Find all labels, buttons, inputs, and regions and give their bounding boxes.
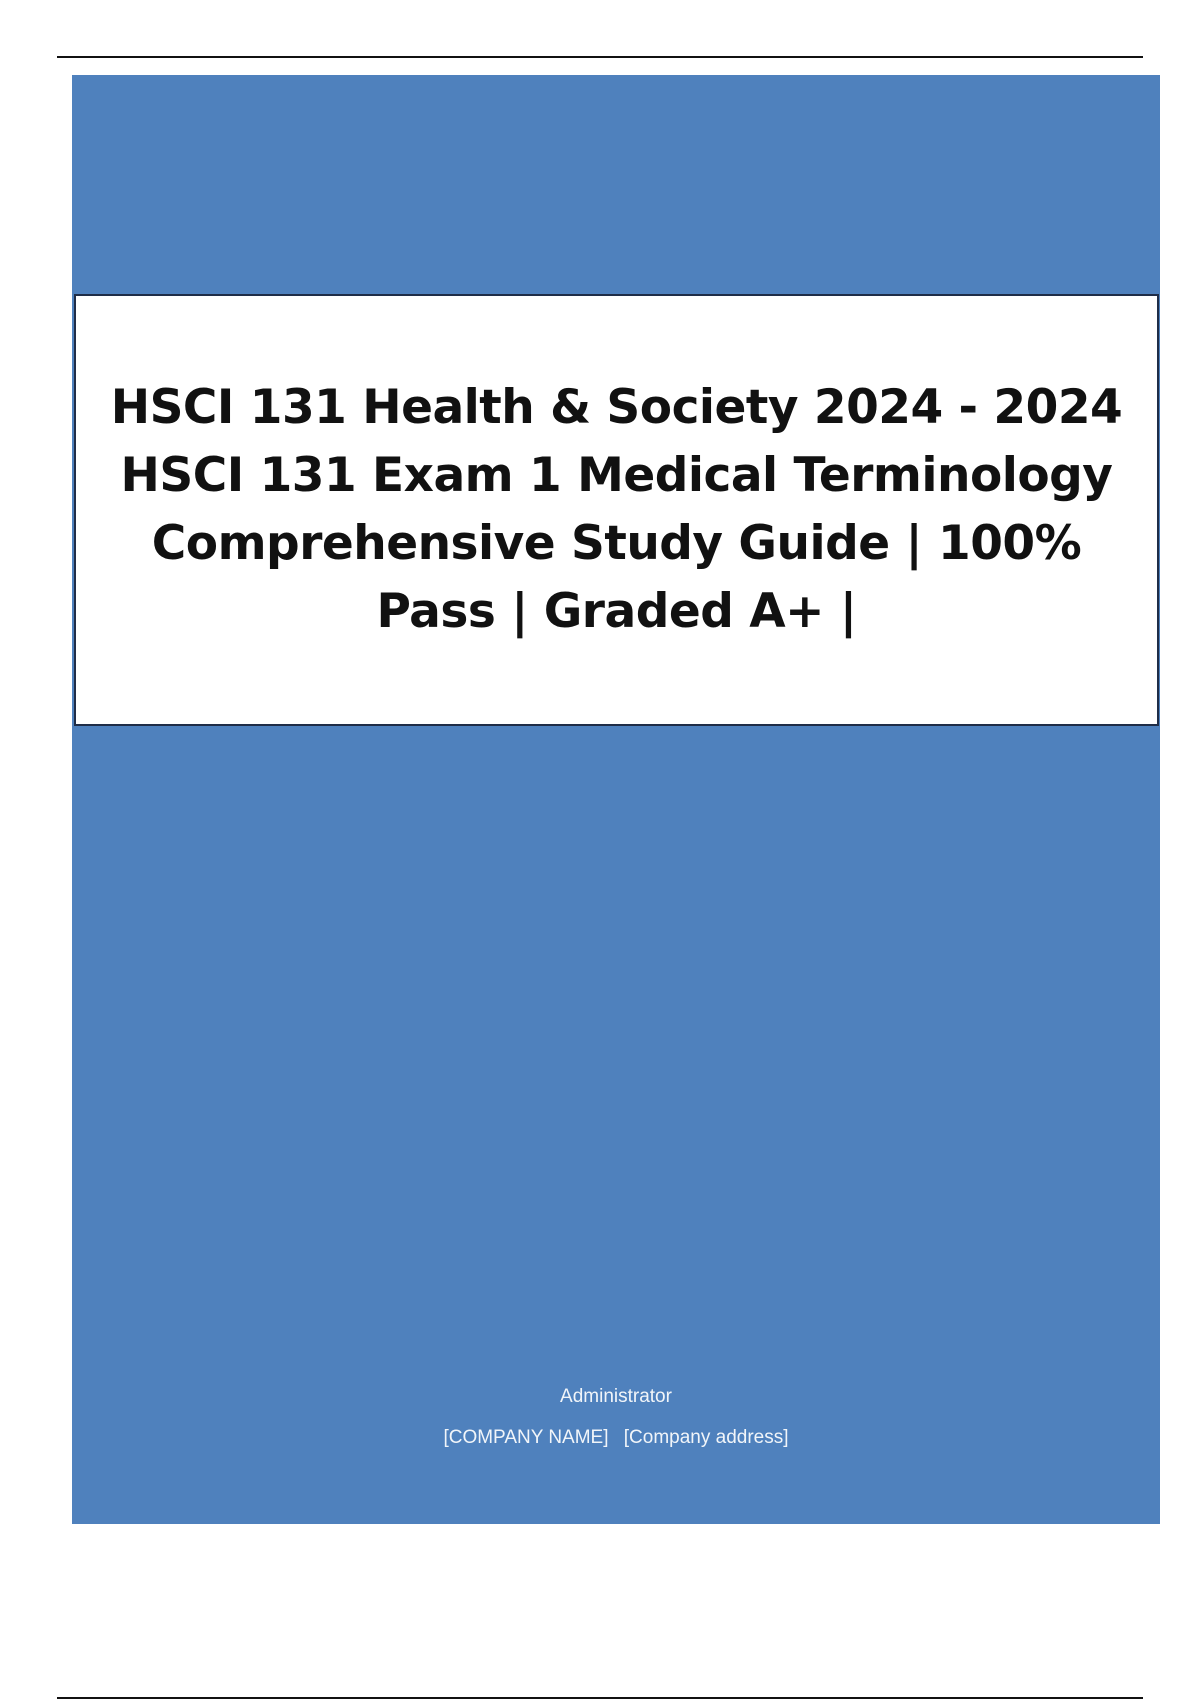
footer-rule xyxy=(57,1697,1143,1699)
document-title: HSCI 131 Health & Society 2024 - 2024 HSCI 131 Exam 1 Medical Terminology Comprehensive Study Guide | 100% Pass | Graded A+ | xyxy=(110,380,1123,639)
header-rule xyxy=(57,56,1143,58)
title-box xyxy=(74,294,1159,726)
company-info xyxy=(72,1427,1160,1449)
company-name: [COMPANY NAME] xyxy=(443,1427,609,1448)
company-address: [Company address] xyxy=(623,1427,789,1448)
cover-background xyxy=(72,75,1160,1524)
author-name: Administrator xyxy=(560,1386,672,1407)
